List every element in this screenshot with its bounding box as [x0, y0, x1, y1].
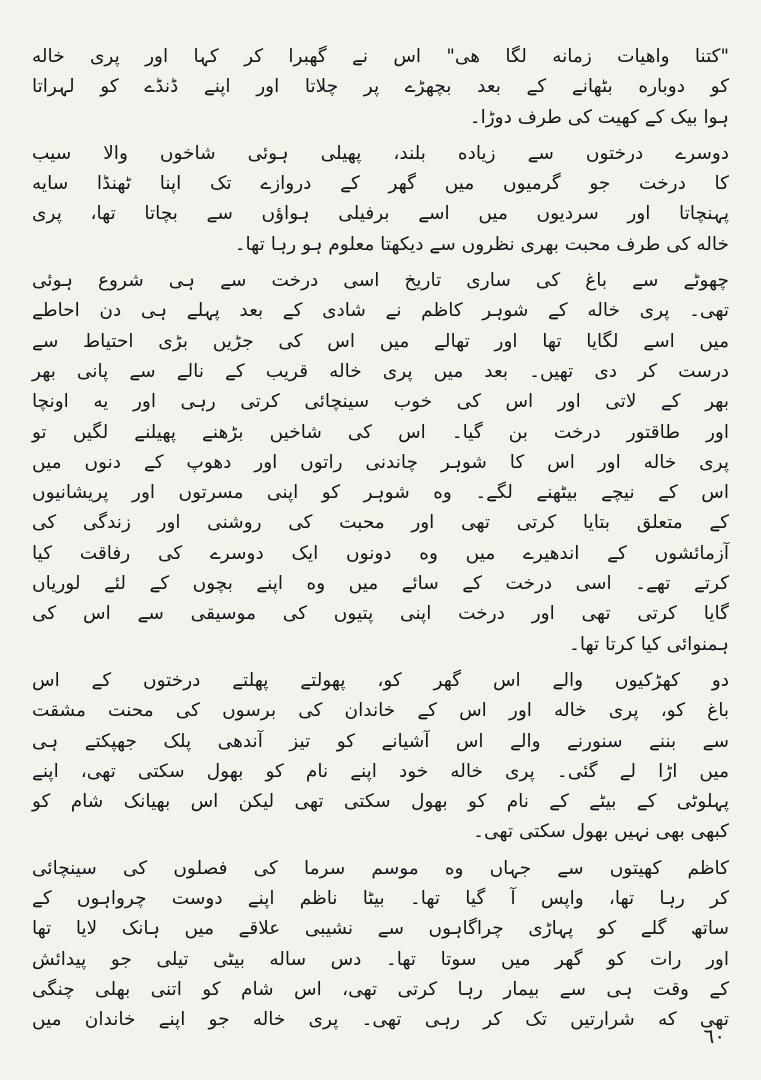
text-line: دو کھڑکیوں والے اس گھر کو، پھولتے پھلتے درختوں کے اس: [32, 669, 729, 691]
text-line: اور طاقتور درخت بن گیا۔ اس کی شاخیں بڑھنے پھیلنے لگیں تو: [32, 421, 729, 443]
page-number: ٦٠: [703, 1024, 725, 1048]
text-line: میں اڑا لے گئی۔ پری خاله خود اپنے نام کو بھول سکتی تھی، اپنے: [32, 760, 729, 782]
text-line: "کتنا واهیات زمانه لگا هی" اس نے گھبرا کر کہا اور پری خاله: [32, 46, 729, 67]
text-line: ساتھ گلے کو پہاڑی چراگاہوں سے نشیبی علاقے میں ہانک لایا تھا: [32, 918, 729, 940]
text-line: کر رہا تھا، واپس آ گیا تھا۔ بیٹا ناظم اپنے دوست چرواہوں کے: [32, 888, 729, 910]
text-line: پہلوٹی کے بیٹے کے نام کو بھول سکتی تھی لیکن اس بھیانک شام کو: [32, 791, 729, 813]
text-line: کا درخت جو گرمیوں میں گھر کے دروازے تک اپنا ٹھنڈا سایه: [32, 173, 729, 195]
document-page: [32, 42, 729, 1042]
text-line: درست کر دی تھیں۔ بعد میں پری خاله قریب کے نالے سے پانی بھر: [32, 360, 729, 382]
paragraph-2: [32, 139, 729, 260]
text-line: کاظم کھیتوں سے جہاں وه موسم سرما کی فصلوں کی سینچائی: [32, 857, 729, 879]
text-line: اور رات کو گھر میں سوتا تھا۔ دس ساله بیٹی تیلی جو پیدائش: [32, 948, 729, 970]
text-line: پہنچاتا اور سردیوں میں اسے برفیلی ہواؤں سے بچاتا تھا، پری: [32, 203, 729, 225]
text-line: گایا کرتی تھی اور درخت اپنی پتیوں کی موسیقی سے اس کی: [32, 603, 729, 625]
text-line: کے متعلق بتایا کرتی تھی اور محبت کی روشنی اور زندگی کی: [32, 512, 729, 534]
text-line: تھی۔ پری خاله کے شوہر کاظم نے شادی کے بعد پہلے ہی دن احاطے: [32, 300, 729, 322]
text-line: بھر کے لاتی اور اس کی خوب سینچائی کرتی رہی اور یه اونچا: [32, 391, 729, 413]
paragraph-3: [32, 266, 729, 660]
text-line: ہوا بیک کے کھیت کی طرف دوڑا۔: [469, 106, 729, 128]
text-line: پری خاله اور اس کا شوہر چاندنی راتوں اور دھوپ کے دنوں میں: [32, 451, 729, 473]
text-line: کبھی بھی نہیں بھول سکتی تھی۔: [473, 821, 729, 843]
text-line: چھوٹے سے باغ کی ساری تاریخ اسی درخت سے ہی شروع ہوئی: [32, 270, 729, 292]
text-line: اس کے نیچے بیٹھنے لگے۔ وه شوہر کو اپنی مسرتوں اور پریشانیوں: [32, 482, 729, 504]
text-line: باغ کو، پری خاله اور اس کے خاندان کی برسوں کی محنت مشقت: [32, 700, 729, 722]
text-line: کرتے تھے۔ اسی درخت کے سائے میں وه اپنے بچوں کے لئے لوریاں: [32, 573, 729, 595]
text-line: ہمنوائی کیا کرتا تھا۔: [568, 633, 729, 655]
text-line: سے بننے سنورنے والے اس آشیانے کو تیز آندھی پلک جھپکتے ہی: [32, 730, 729, 752]
text-line: خاله کی طرف محبت بھری نظروں سے دیکھتا معلوم ہو رہا تھا۔: [234, 233, 729, 255]
text-line: دوسرے درختوں سے زیاده بلند، پھیلی ہوئی شاخوں والا سیب: [32, 142, 729, 164]
paragraph-4: [32, 666, 729, 848]
text-line: تھی که شرارتیں تک کر رہی تھی۔ پری خاله جو اپنے خاندان میں: [32, 1009, 729, 1031]
paragraph-1: [32, 42, 729, 133]
text-line: کے وقت ہی سے بیمار رہا کرتی تھی، اس شام کو اتنی بھلی چنگی: [32, 978, 729, 1000]
text-line: آزمائشوں کے اندھیرے میں وه دونوں ایک دوسرے کی رفاقت کیا: [32, 542, 729, 564]
text-line: کو دوباره بٹھانے کے بعد بچھڑے پر چلاتا اور اپنے ڈنڈے کو لہراتا: [32, 76, 729, 98]
text-line: میں اسے لگایا تھا اور تھالے میں اس کی جڑیں بڑی احتیاط سے: [32, 330, 729, 352]
paragraph-5: [32, 854, 729, 1036]
